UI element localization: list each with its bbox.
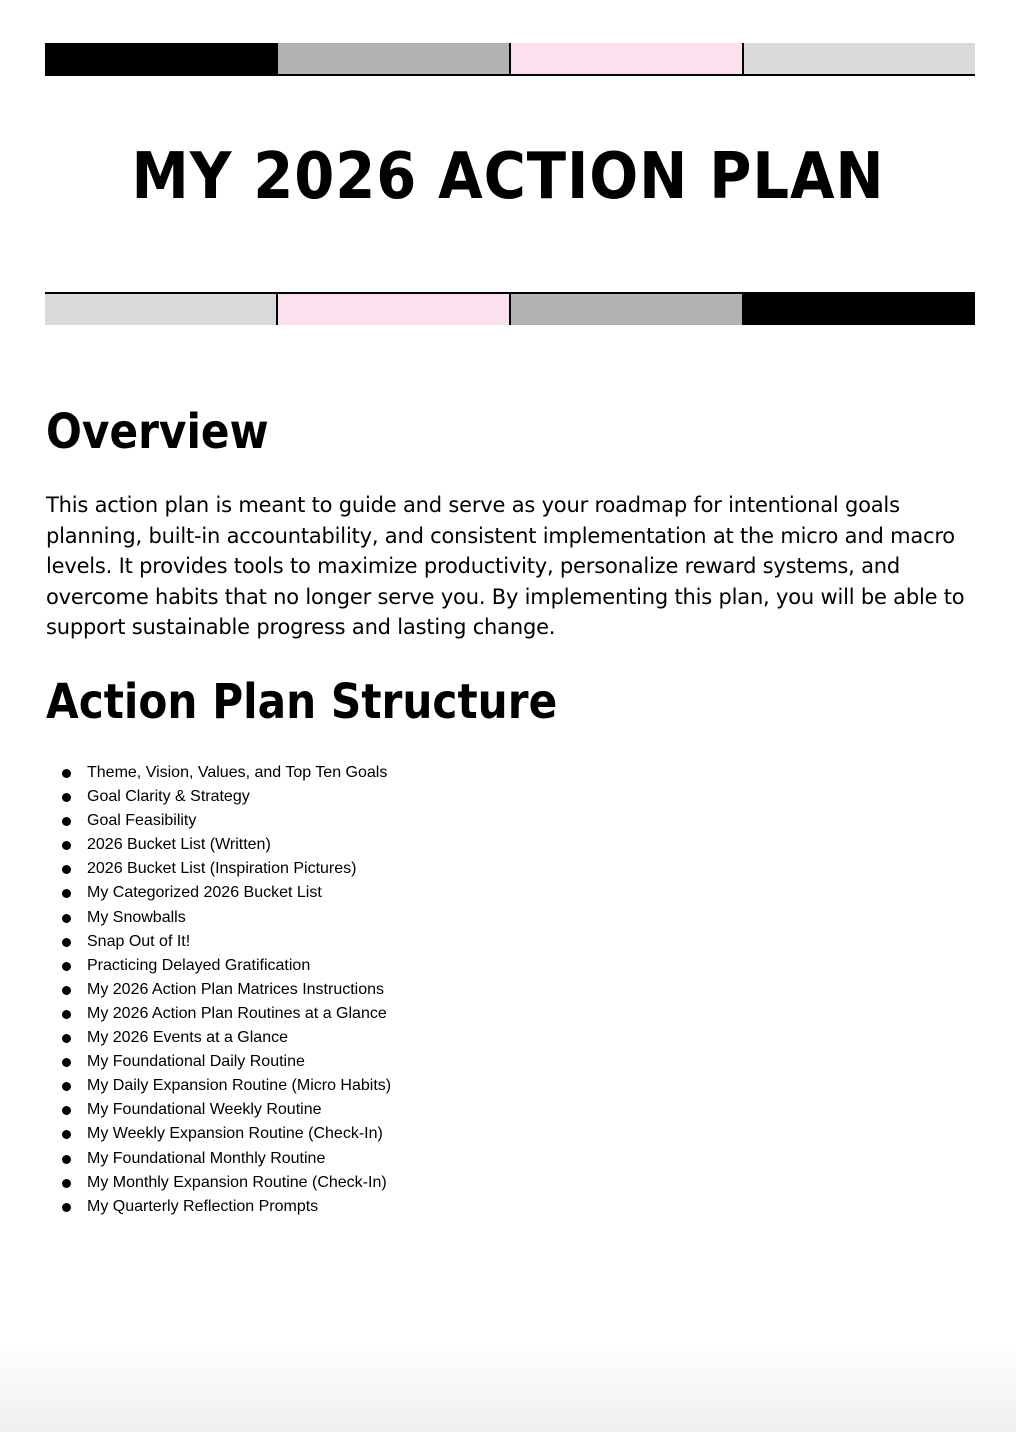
- bullet-icon: [62, 1179, 71, 1188]
- structure-list: [46, 761, 391, 1219]
- bullet-icon: [62, 841, 71, 850]
- bottom-bar-black-segment: [742, 294, 975, 325]
- bullet-icon: [62, 769, 71, 778]
- top-bar-gray-segment: [276, 43, 509, 74]
- structure-item-label: My Foundational Weekly Routine: [87, 1101, 322, 1119]
- bullet-icon: [62, 1155, 71, 1164]
- structure-list-item: [46, 906, 391, 930]
- structure-list-item: [46, 1026, 391, 1050]
- bullet-icon: [62, 817, 71, 826]
- bullet-icon: [62, 793, 71, 802]
- bullet-icon: [62, 1034, 71, 1043]
- structure-list-item: [46, 978, 391, 1002]
- structure-item-label: Practicing Delayed Gratification: [87, 956, 311, 974]
- structure-list-item: [46, 1195, 391, 1219]
- bullet-icon: [62, 889, 71, 898]
- structure-list-item: [46, 1050, 391, 1074]
- structure-item-label: My Monthly Expansion Routine (Check-In): [87, 1173, 387, 1191]
- bottom-bar-light-gray-segment: [45, 294, 276, 325]
- structure-list-item: [46, 1074, 391, 1098]
- structure-item-label: My 2026 Action Plan Routines at a Glance: [87, 1004, 387, 1022]
- structure-item-label: My Weekly Expansion Routine (Check-In): [87, 1125, 383, 1143]
- structure-list-item: [46, 954, 391, 978]
- top-bar-light-gray-segment: [742, 43, 975, 74]
- structure-item-label: My Categorized 2026 Bucket List: [87, 884, 322, 902]
- structure-item-label: Snap Out of It!: [87, 932, 191, 950]
- structure-item-label: My 2026 Action Plan Matrices Instructions: [87, 980, 385, 998]
- top-bar-black-segment: [45, 43, 276, 74]
- top-color-bar: [45, 43, 975, 76]
- structure-heading: Action Plan Structure: [46, 674, 558, 730]
- structure-list-item: [46, 809, 391, 833]
- bullet-icon: [62, 865, 71, 874]
- structure-item-label: 2026 Bucket List (Inspiration Pictures): [87, 860, 357, 878]
- structure-list-item: [46, 785, 391, 809]
- bullet-icon: [62, 962, 71, 971]
- bottom-bar-gray-segment: [509, 294, 742, 325]
- structure-list-item: [46, 833, 391, 857]
- structure-list-item: [46, 1147, 391, 1171]
- bullet-icon: [62, 938, 71, 947]
- overview-paragraph: This action plan is meant to guide and serve as your roadmap for intentional goals planning, built-in accountability, and consistent implementation at the micro and macro levels. It provides tools to maximize productivity, personalize reward systems, and overcome habits that no longer serve you. By implementing this plan, you will be able to support sustainable progress and lasting change.: [46, 493, 965, 639]
- structure-item-label: Goal Feasibility: [87, 812, 197, 830]
- overview-heading: Overview: [46, 404, 269, 460]
- bullet-icon: [62, 1130, 71, 1139]
- bottom-bar-pink-segment: [276, 294, 509, 325]
- structure-list-item: [46, 1002, 391, 1026]
- structure-list-item: [46, 1122, 391, 1146]
- bullet-icon: [62, 1010, 71, 1019]
- bullet-icon: [62, 986, 71, 995]
- structure-item-label: Theme, Vision, Values, and Top Ten Goals: [87, 764, 388, 781]
- structure-item-label: My 2026 Events at a Glance: [87, 1029, 288, 1047]
- structure-list-item: [46, 761, 391, 785]
- bullet-icon: [62, 1082, 71, 1091]
- bullet-icon: [62, 1203, 71, 1212]
- bullet-icon: [62, 914, 71, 923]
- structure-item-label: My Snowballs: [87, 908, 186, 926]
- structure-item-label: My Foundational Daily Routine: [87, 1053, 305, 1071]
- top-bar-pink-segment: [509, 43, 742, 74]
- structure-list-item: [46, 930, 391, 954]
- page-bottom-shade: [0, 1342, 1016, 1432]
- bottom-color-bar: [45, 292, 975, 325]
- bullet-icon: [62, 1058, 71, 1067]
- structure-item-label: My Foundational Monthly Routine: [87, 1149, 326, 1167]
- structure-list-item: [46, 857, 391, 881]
- structure-item-label: Goal Clarity & Strategy: [87, 788, 250, 806]
- structure-item-label: My Quarterly Reflection Prompts: [87, 1197, 319, 1215]
- structure-list-item: [46, 1098, 391, 1122]
- structure-item-label: 2026 Bucket List (Written): [87, 836, 271, 854]
- structure-list-item: [46, 1171, 391, 1195]
- page-title: MY 2026 ACTION PLAN: [131, 140, 885, 214]
- structure-list-item: [46, 881, 391, 905]
- structure-item-label: My Daily Expansion Routine (Micro Habits): [87, 1077, 392, 1095]
- bullet-icon: [62, 1106, 71, 1115]
